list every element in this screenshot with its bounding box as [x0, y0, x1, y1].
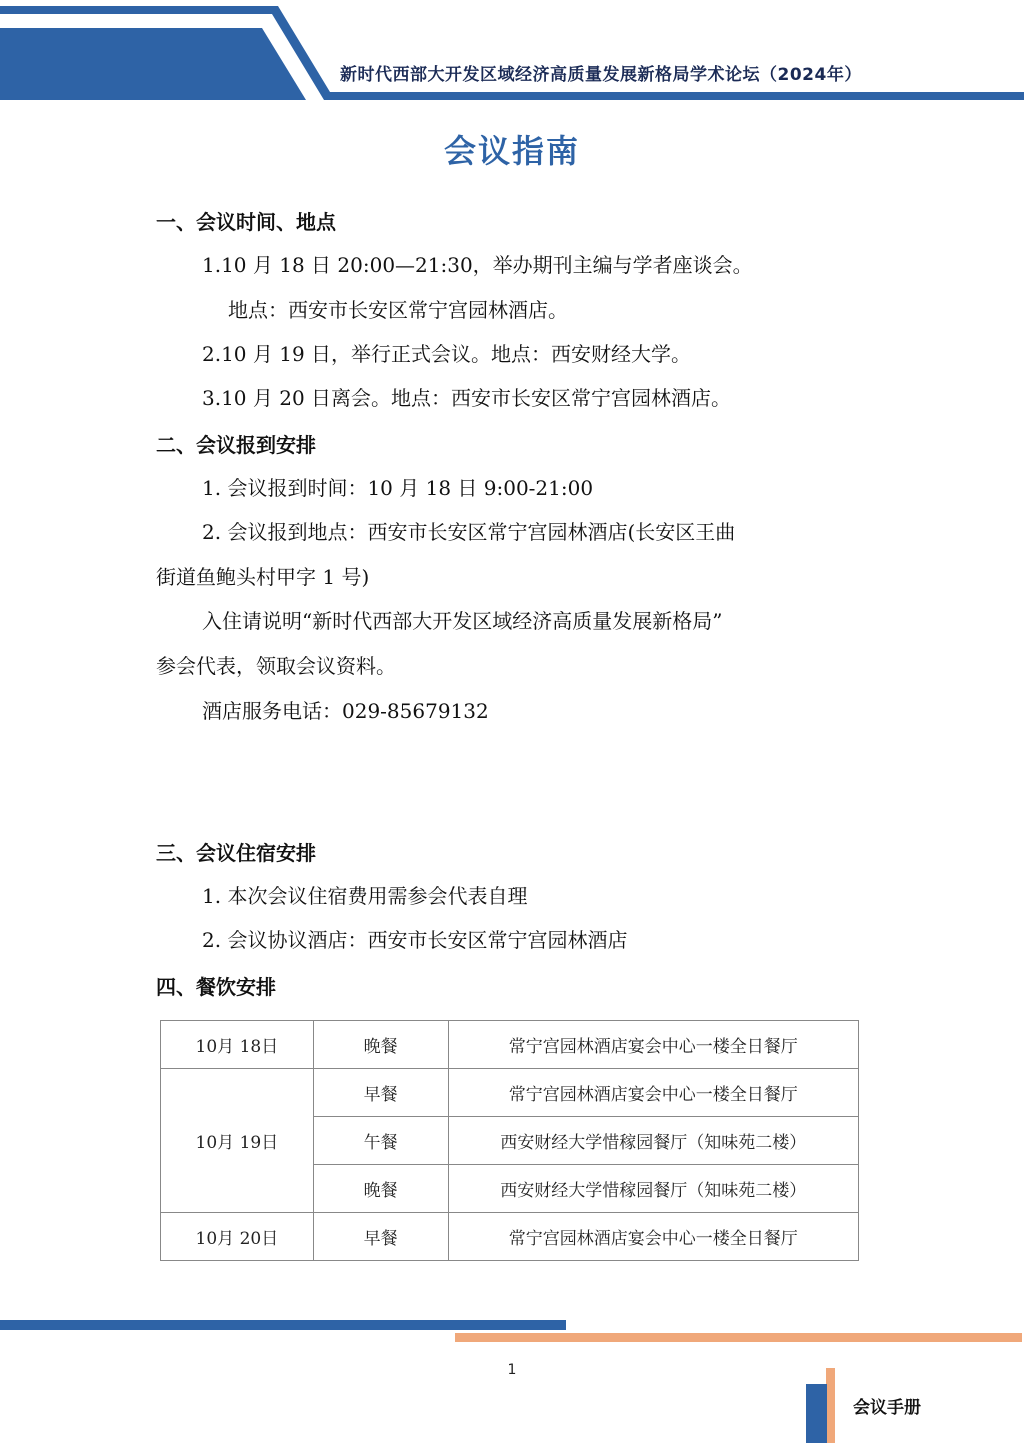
footer-label: 会议手册 — [853, 1398, 921, 1418]
place-cell: 西安财经大学惜稼园餐厅（知味苑二楼） — [448, 1117, 858, 1165]
date-cell: 10月 19日 — [161, 1069, 314, 1213]
date-cell: 10月 20日 — [161, 1213, 314, 1261]
text-line: 1.10 月 18 日 20:00—21:30，举办期刊主编与学者座谈会。 — [202, 253, 753, 277]
meal-cell: 晚餐 — [313, 1165, 448, 1213]
section-heading-registration: 二、会议报到安排 — [156, 433, 316, 457]
section-heading-catering: 四、餐饮安排 — [156, 975, 276, 999]
text-line: 3.10 月 20 日离会。地点：西安市长安区常宁宫园林酒店。 — [202, 386, 732, 410]
meal-cell: 早餐 — [313, 1069, 448, 1117]
place-cell: 常宁宫园林酒店宴会中心一楼全日餐厅 — [448, 1213, 858, 1261]
meal-cell: 早餐 — [313, 1213, 448, 1261]
header-banner — [0, 0, 1024, 110]
text-line: 1. 会议报到时间：10 月 18 日 9:00-21:00 — [202, 476, 594, 500]
forum-title: 新时代西部大开发区域经济高质量发展新格局学术论坛（2024年） — [340, 65, 862, 85]
table-row — [161, 1069, 859, 1117]
catering-table — [160, 1020, 859, 1261]
meal-cell: 晚餐 — [313, 1021, 448, 1069]
footer-bars — [0, 1318, 1024, 1443]
text-line: 2. 会议报到地点：西安市长安区常宁宫园林酒店(长安区王曲 — [202, 520, 736, 544]
place-cell: 常宁宫园林酒店宴会中心一楼全日餐厅 — [448, 1069, 858, 1117]
section-heading-time-place: 一、会议时间、地点 — [156, 210, 336, 234]
text-line: 2.10 月 19 日，举行正式会议。地点：西安财经大学。 — [202, 342, 692, 366]
text-line: 街道鱼鲍头村甲字 1 号) — [156, 565, 370, 589]
page-title: 会议指南 — [443, 132, 580, 170]
section-heading-accommodation: 三、会议住宿安排 — [156, 841, 316, 865]
hotel-phone: 酒店服务电话：029-85679132 — [202, 699, 489, 723]
place-cell: 常宁宫园林酒店宴会中心一楼全日餐厅 — [448, 1021, 858, 1069]
page-number: 1 — [507, 1362, 517, 1378]
table-row — [161, 1021, 859, 1069]
text-line: 参会代表，领取会议资料。 — [156, 654, 396, 678]
text-line: 2. 会议协议酒店：西安市长安区常宁宫园林酒店 — [202, 928, 628, 952]
table-row — [161, 1213, 859, 1261]
text-line: 1. 本次会议住宿费用需参会代表自理 — [202, 884, 528, 908]
text-line: 地点：西安市长安区常宁宫园林酒店。 — [228, 298, 568, 322]
date-cell: 10月 18日 — [161, 1021, 314, 1069]
meal-cell: 午餐 — [313, 1117, 448, 1165]
text-line: 入住请说明“新时代西部大开发区域经济高质量发展新格局” — [202, 609, 723, 633]
place-cell: 西安财经大学惜稼园餐厅（知味苑二楼） — [448, 1165, 858, 1213]
